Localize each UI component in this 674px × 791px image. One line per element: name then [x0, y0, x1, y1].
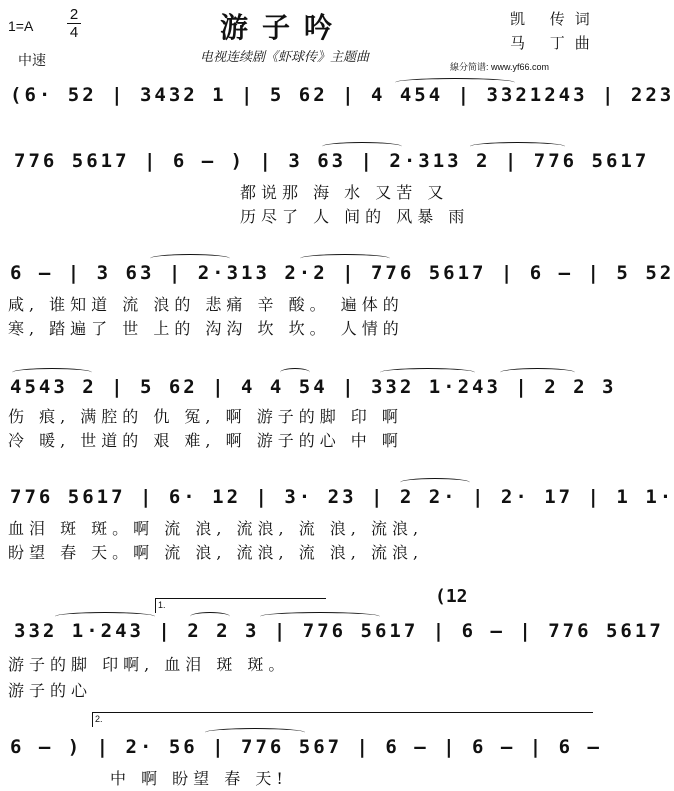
- song-subtitle: 电视连续剧《虾球传》主题曲: [200, 50, 370, 65]
- staff-row-2: 776 5617 | 6 – ) | 3 63 | 2·313 2 | 776 5617: [14, 150, 650, 172]
- tempo-marking: 中速: [18, 53, 46, 69]
- meter-bottom: 4: [69, 24, 79, 41]
- ending-2-label: 2.: [95, 714, 103, 724]
- site-watermark: 線分简谱: www.yf66.com: [450, 62, 550, 72]
- time-signature: [66, 6, 82, 41]
- lyric-row-3-verse-2: 寒, 踏遍了 世 上的 沟沟 坎 坎。 人情的: [8, 319, 404, 338]
- staff-row-4: 4543 2 | 5 62 | 4 4 54 | 332 1·243 | 2 2 3: [10, 376, 617, 398]
- lyric-row-7: 中 啊 盼望 春 天!: [110, 769, 288, 788]
- staff-row-5: 776 5617 | 6· 12 | 3· 23 | 2 2· | 2· 17 | 1 1·: [10, 486, 674, 508]
- lyric-row-4-verse-1: 伤 痕, 满腔的 仇 冤, 啊 游子的脚 印 啊: [8, 407, 403, 426]
- lyric-row-5-verse-2: 盼望 春 天。啊 流 浪, 流浪, 流 浪, 流浪,: [8, 543, 424, 562]
- key-signature: 1=A: [8, 18, 34, 34]
- lyric-row-3-verse-1: 咸, 谁知道 流 浪的 悲痛 辛 酸。 遍体的: [8, 295, 404, 314]
- staff-row-7: 6 – ) | 2· 56 | 776 567 | 6 – | 6 – | 6 –: [10, 736, 602, 758]
- lyric-row-2-verse-2: 历尽了 人 间的 风暴 雨: [240, 207, 470, 226]
- repeat-mark: (12: [435, 586, 468, 607]
- lyric-row-4-verse-2: 冷 暖, 世道的 艰 难, 啊 游子的心 中 啊: [8, 431, 403, 450]
- lyric-row-5-verse-1: 血泪 斑 斑。啊 流 浪, 流浪, 流 浪, 流浪,: [8, 519, 424, 538]
- staff-row-1: (6· 52 | 3432 1 | 5 62 | 4 454 | 3321243 | 223: [10, 84, 674, 106]
- song-title: 游子吟: [220, 11, 347, 44]
- composer-credit: 马 丁曲: [510, 34, 600, 52]
- staff-row-6: 332 1·243 | 2 2 3 | 776 5617 | 6 – | 776 5617: [14, 620, 664, 642]
- ending-1-label: 1.: [158, 600, 166, 610]
- lyric-row-6-verse-1: 游子的脚 印啊, 血泪 斑 斑。: [8, 655, 290, 674]
- staff-row-3: 6 – | 3 63 | 2·313 2·2 | 776 5617 | 6 – | 5 52: [10, 262, 674, 284]
- meter-top: 2: [69, 6, 79, 23]
- lyric-row-2-verse-1: 都说那 海 水 又苦 又: [240, 183, 449, 202]
- lyric-row-6-verse-2: 游子的心: [8, 681, 93, 700]
- lyricist-credit: 凯 传词: [510, 10, 600, 28]
